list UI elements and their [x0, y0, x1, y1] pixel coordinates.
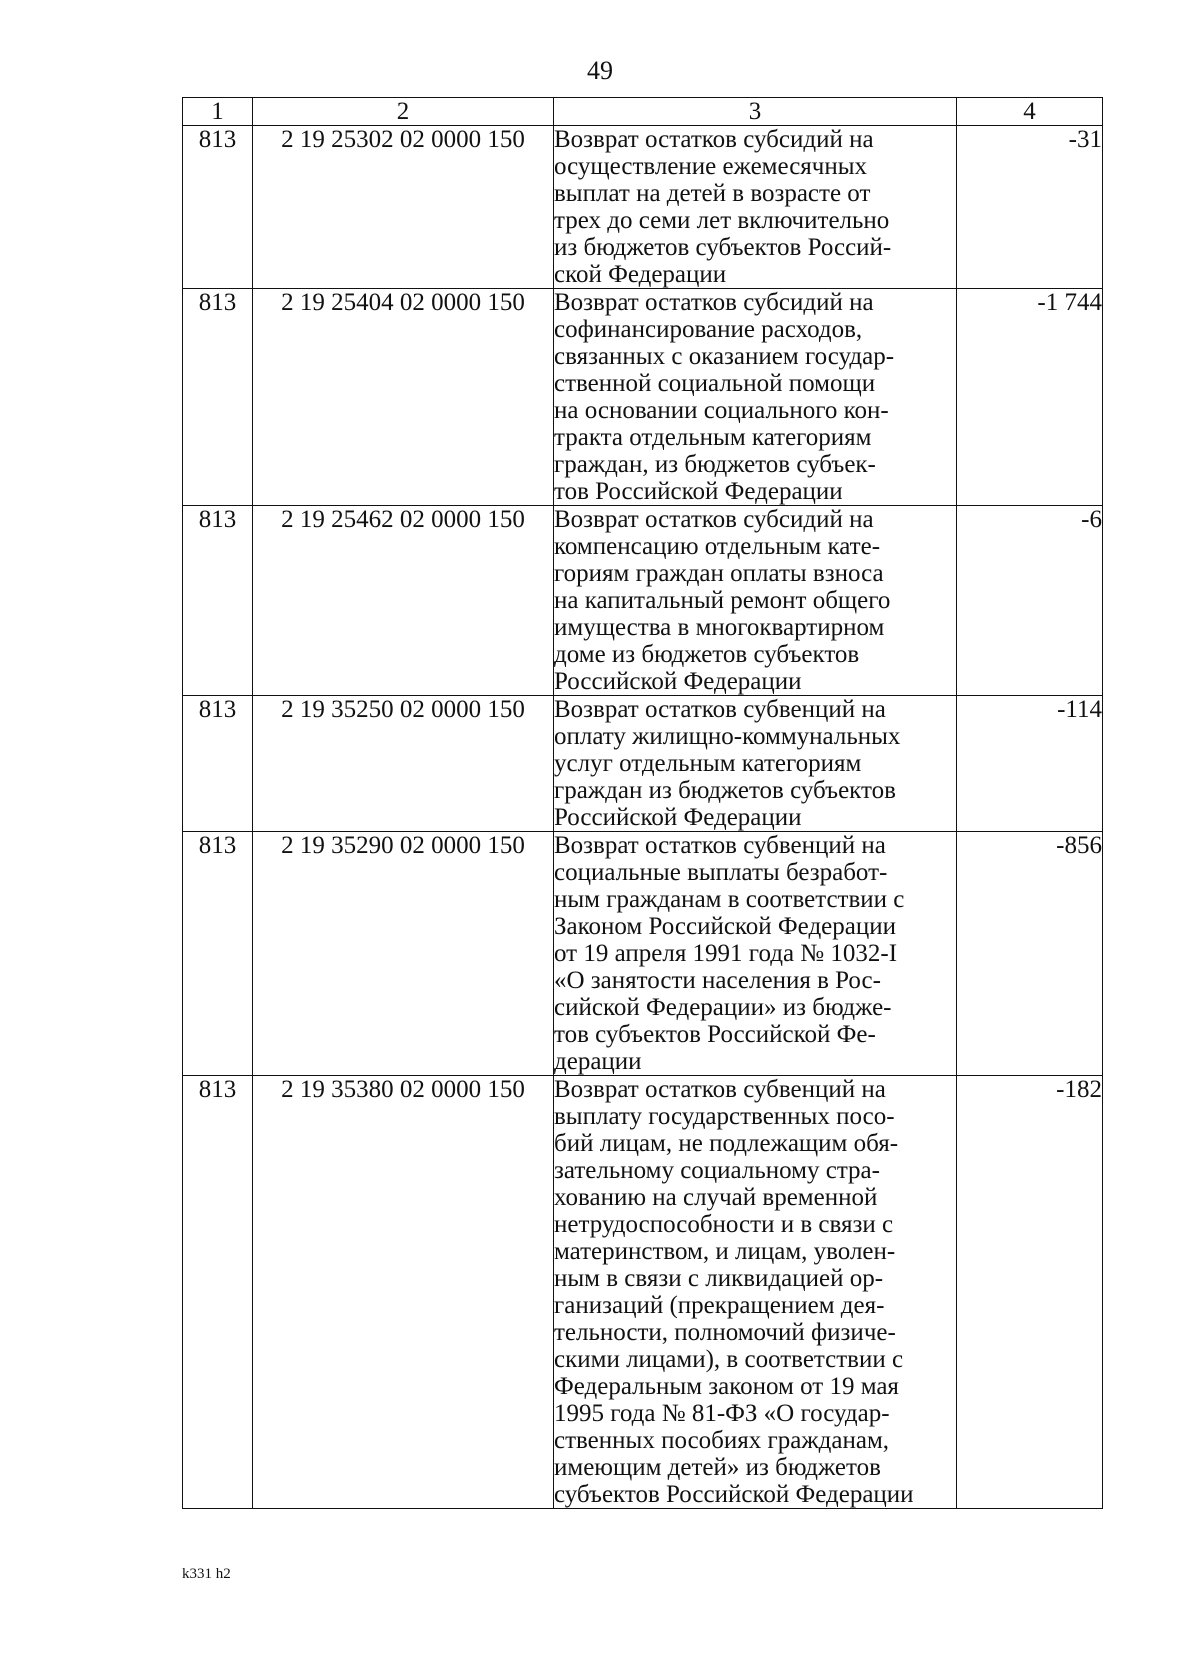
amount-cell: -6 — [957, 506, 1103, 696]
budget-code-cell: 2 19 25462 02 0000 150 — [253, 506, 554, 696]
description-cell: Возврат остатков субвенций на оплату жилищно-коммунальных услуг отдельным категориям граждан из бюджетов субъектов Российской Федерации — [554, 696, 957, 832]
header-row — [183, 98, 1103, 126]
amount-cell: -114 — [957, 696, 1103, 832]
amount-cell: -1 744 — [957, 289, 1103, 506]
admin-code-cell: 813 — [183, 126, 253, 289]
budget-code-cell: 2 19 25302 02 0000 150 — [253, 126, 554, 289]
table-row — [183, 832, 1103, 1076]
table-body — [183, 126, 1103, 1509]
amount-cell: -182 — [957, 1076, 1103, 1509]
description-cell: Возврат остатков субвенций на социальные выплаты безработ- ным гражданам в соответствии с Законом Российской Федерации от 19 апреля 1991 года № 1032-I «О занятости населения в Рос- сийской Федерации» из бюдже- тов субъектов Российской Фе- дерации — [554, 832, 957, 1076]
admin-code-cell: 813 — [183, 1076, 253, 1509]
table-row — [183, 1076, 1103, 1509]
table-row — [183, 696, 1103, 832]
description-cell: Возврат остатков субсидий на компенсацию отдельным кате- гориям граждан оплаты взноса на капитальный ремонт общего имущества в многоквартирном доме из бюджетов субъектов Российской Федерации — [554, 506, 957, 696]
header-col-1: 1 — [183, 98, 253, 126]
table-row — [183, 289, 1103, 506]
table-header — [183, 98, 1103, 126]
admin-code-cell: 813 — [183, 832, 253, 1076]
table-row — [183, 126, 1103, 289]
table-row — [183, 506, 1103, 696]
description-cell: Возврат остатков субсидий на осуществление ежемесячных выплат на детей в возрасте от трех до семи лет включительно из бюджетов субъектов Россий- ской Федерации — [554, 126, 957, 289]
budget-code-cell: 2 19 35250 02 0000 150 — [253, 696, 554, 832]
budget-code-cell: 2 19 35290 02 0000 150 — [253, 832, 554, 1076]
header-col-3: 3 — [554, 98, 957, 126]
description-cell: Возврат остатков субвенций на выплату государственных посо- бий лицам, не подлежащим обя- зательному социальному стра- хованию на случай временной нетрудоспособности и в связи с материнством, и лицам, уволен- ным в связи с ликвидацией ор- ганизаций (прекращением дея- тельности, полномочий физиче- скими лицами), в соответствии с Федеральным законом от 19 мая 1995 года № 81-ФЗ «О государ- ственных пособиях гражданам, имеющим детей» из бюджетов субъектов Российской Федерации — [554, 1076, 957, 1509]
page-number: 49 — [587, 56, 613, 85]
header-col-2: 2 — [253, 98, 554, 126]
description-cell: Возврат остатков субсидий на софинансирование расходов, связанных с оказанием государ- ственной социальной помощи на основании социального кон- тракта отдельным категориям граждан, из бюджетов субъек- тов Российской Федерации — [554, 289, 957, 506]
admin-code-cell: 813 — [183, 289, 253, 506]
header-col-4: 4 — [957, 98, 1103, 126]
budget-code-cell: 2 19 35380 02 0000 150 — [253, 1076, 554, 1509]
budget-table — [182, 97, 1103, 1509]
amount-cell: -31 — [957, 126, 1103, 289]
budget-code-cell: 2 19 25404 02 0000 150 — [253, 289, 554, 506]
amount-cell: -856 — [957, 832, 1103, 1076]
admin-code-cell: 813 — [183, 696, 253, 832]
admin-code-cell: 813 — [183, 506, 253, 696]
footer-document-code: k331 h2 — [182, 1566, 231, 1582]
